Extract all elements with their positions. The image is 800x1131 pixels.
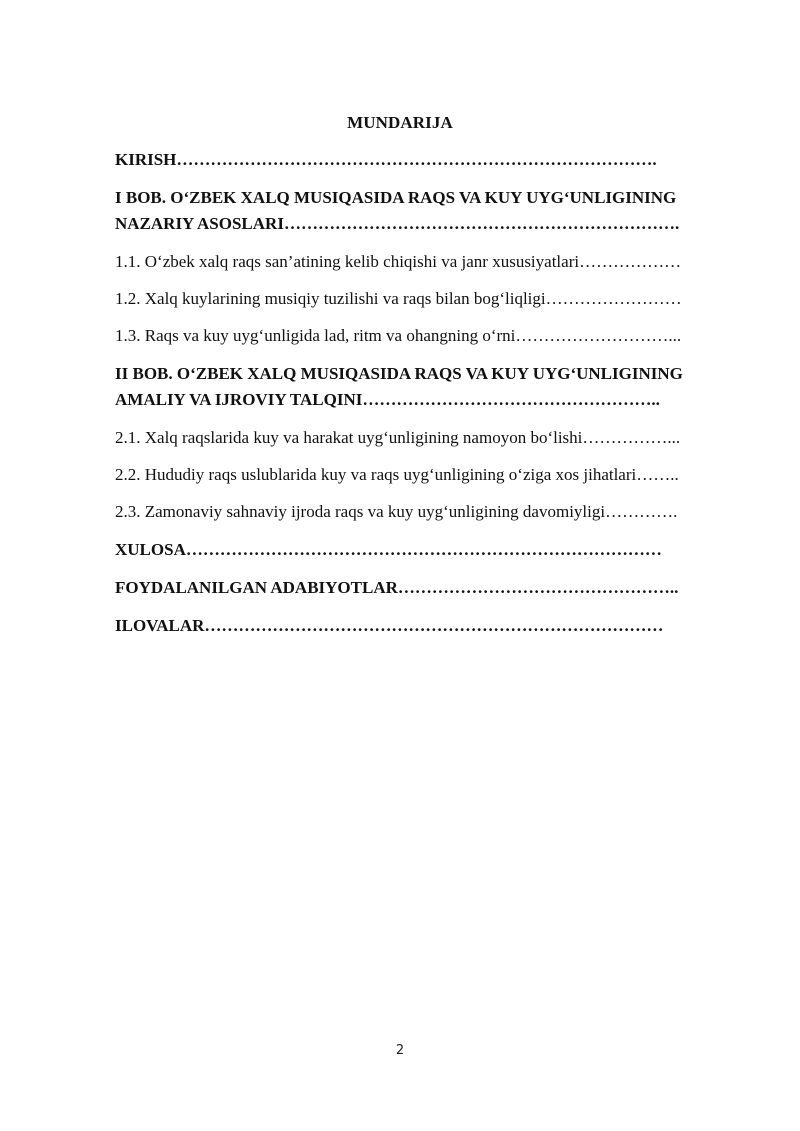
toc-entry-bibliography: FOYDALANILGAN ADABIYOTLAR…………………………………………..: [115, 578, 679, 597]
toc-entry-section-2-2: 2.2. Hududiy raqs uslublarida kuy va raqs uyg‘unligining o‘ziga xos jihatlari……..: [115, 465, 679, 484]
toc-entry-section-1-3: 1.3. Raqs va kuy uyg‘unligida lad, ritm va ohangning o‘rni………………………...: [115, 326, 682, 345]
toc-entry-chapter-2: II BOB. O‘ZBEK XALQ MUSIQASIDA RAQS VA KUY UYG‘UNLIGINING AMALIY VA IJROVIY TALQINI……………………………………………..: [115, 364, 683, 409]
toc-entry-section-2-3: 2.3. Zamonaviy sahnaviy ijroda raqs va kuy uyg‘unligining davomiyligi………….: [115, 502, 678, 521]
toc-entry-appendices: ILOVALAR………………………………………………………………………: [115, 616, 664, 635]
toc-title: MUNDARIJA: [347, 113, 453, 132]
toc-entry-section-2-1: 2.1. Xalq raqslarida kuy va harakat uyg‘unligining namoyon bo‘lishi……………...: [115, 428, 681, 447]
toc-entry-section-1-1: 1.1. O‘zbek xalq raqs san’atining kelib chiqishi va janr xususiyatlari………………: [115, 252, 682, 271]
toc-entry-kirish: KIRISH………………………………………………………………………….: [115, 150, 657, 169]
toc-entry-chapter-1: I BOB. O‘ZBEK XALQ MUSIQASIDA RAQS VA KUY UYG‘UNLIGINING NAZARIY ASOSLARI…………………………………………………………….: [115, 188, 680, 233]
table-of-contents: [115, 147, 745, 639]
page-number: 2: [395, 1043, 405, 1058]
toc-entry-xulosa: XULOSA…………………………………………………………………………: [115, 540, 662, 559]
toc-entry-section-1-2: 1.2. Xalq kuylarining musiqiy tuzilishi va raqs bilan bog‘liqligi……………………: [115, 289, 682, 308]
